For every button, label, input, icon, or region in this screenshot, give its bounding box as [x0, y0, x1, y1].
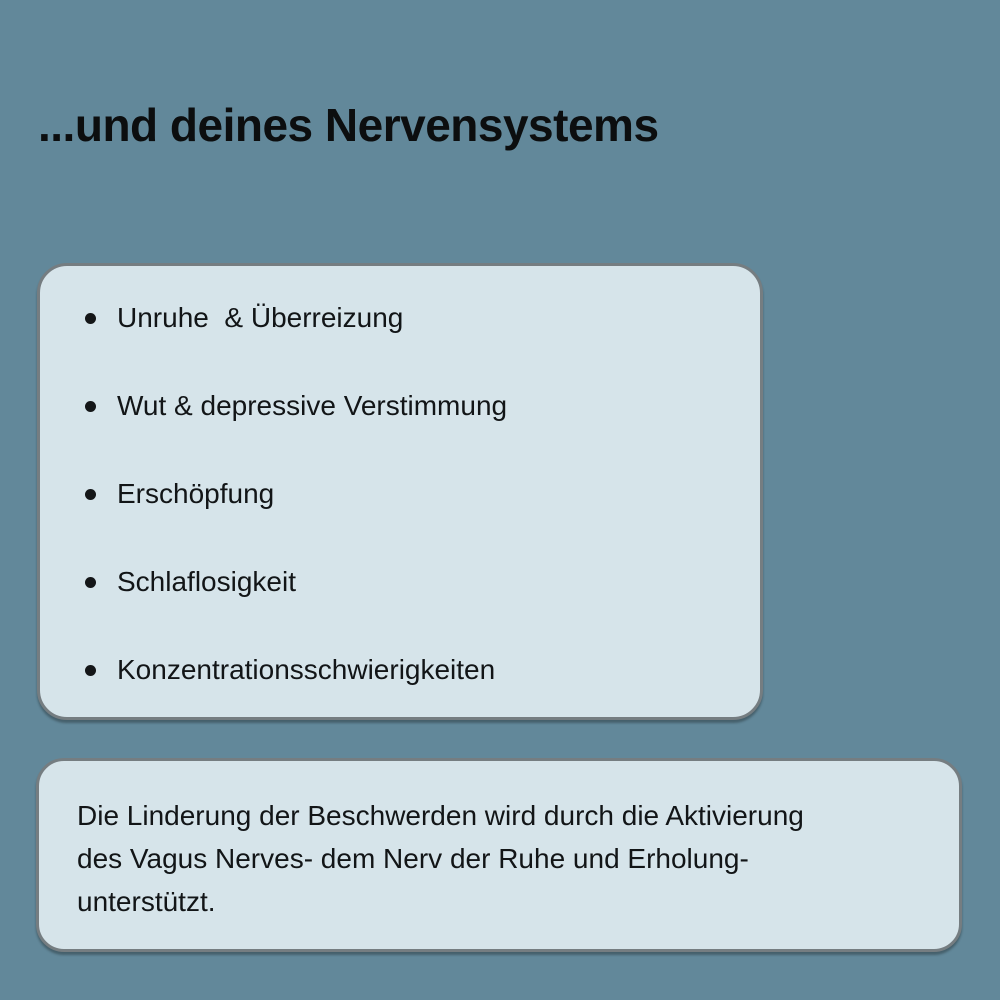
info-text-line: unterstützt.: [77, 886, 216, 917]
list-item: [40, 653, 760, 687]
bullet-icon: [85, 665, 96, 676]
list-item: [40, 477, 760, 511]
bullet-icon: [85, 313, 96, 324]
list-item-label: Schlaflosigkeit: [117, 566, 296, 597]
list-item-label: Wut & depressive Verstimmung: [117, 390, 508, 421]
list-item-label: Konzentrationsschwierigkeiten: [117, 654, 496, 685]
list-item-label: Erschöpfung: [117, 478, 275, 509]
page-title: ...und deines Nervensystems: [38, 99, 659, 151]
bullet-icon: [85, 489, 96, 500]
list-item: [40, 301, 760, 335]
info-card: [36, 758, 962, 952]
symptoms-card: [37, 263, 763, 720]
info-text-line: Die Linderung der Beschwerden wird durch die Aktivierung: [77, 800, 804, 831]
bullet-icon: [85, 401, 96, 412]
list-item-label: Unruhe & Überreizung: [117, 302, 404, 333]
bullet-icon: [85, 577, 96, 588]
list-item: [40, 389, 760, 423]
list-item: [40, 565, 760, 599]
info-text-line: des Vagus Nerves- dem Nerv der Ruhe und Erholung-: [77, 843, 749, 874]
symptoms-list: [40, 301, 760, 687]
